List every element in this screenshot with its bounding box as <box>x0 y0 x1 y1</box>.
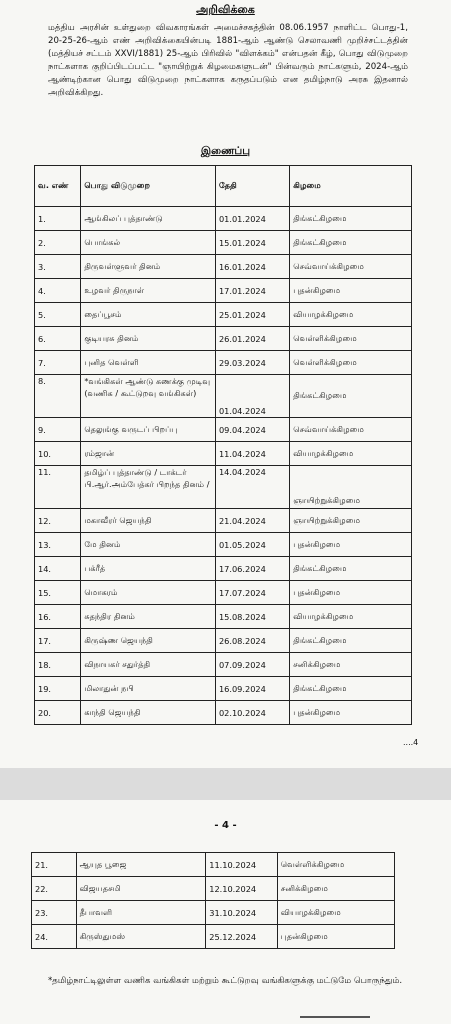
table-row <box>35 677 412 701</box>
table-row <box>35 442 412 466</box>
row-date: 17.06.2024 <box>215 557 289 581</box>
row-no: 5. <box>35 303 81 327</box>
table-row <box>35 581 412 605</box>
row-date: 16.09.2024 <box>215 677 289 701</box>
row-holiday: உழவர் திருநாள் <box>81 279 216 303</box>
row-holiday: தீபாவளி <box>76 901 206 925</box>
row-day: திங்கட்கிழமை <box>290 629 412 653</box>
row-day: வெள்ளிக்கிழமை <box>277 853 394 877</box>
row-date: 16.01.2024 <box>215 255 289 279</box>
row-date: 15.01.2024 <box>215 231 289 255</box>
table-row <box>35 605 412 629</box>
row-date: 09.04.2024 <box>215 418 289 442</box>
row-no: 22. <box>32 877 77 901</box>
row-holiday: பொங்கல் <box>81 231 216 255</box>
table-row <box>32 901 395 925</box>
row-day: புதன்கிழமை <box>290 701 412 725</box>
holiday-table-continued <box>31 852 395 949</box>
row-day: வியாழக்கிழமை <box>290 303 412 327</box>
row-no: 18. <box>35 653 81 677</box>
row-day: புதன்கிழமை <box>290 533 412 557</box>
row-no: 15. <box>35 581 81 605</box>
row-no: 1. <box>35 207 81 231</box>
table-row <box>35 418 412 442</box>
row-date: 11.04.2024 <box>215 442 289 466</box>
row-date: 01.05.2024 <box>215 533 289 557</box>
row-holiday: திருவள்ளுவர் தினம் <box>81 255 216 279</box>
row-day: திங்கட்கிழமை <box>290 231 412 255</box>
header-holiday: பொது விடுமுறை <box>81 166 216 207</box>
row-day: ஞாயிற்றுக்கிழமை <box>290 466 412 509</box>
row-day: திங்கட்கிழமை <box>290 677 412 701</box>
page-number: - 4 - <box>214 820 237 831</box>
row-no: 21. <box>32 853 77 877</box>
row-day: சனிக்கிழமை <box>277 877 394 901</box>
row-holiday: விஜயதசமி <box>76 877 206 901</box>
row-no: 12. <box>35 509 81 533</box>
table-row <box>35 466 412 509</box>
row-day: வியாழக்கிழமை <box>290 442 412 466</box>
row-holiday: ரம்ஜான் <box>81 442 216 466</box>
row-day: ஞாயிற்றுக்கிழமை <box>290 509 412 533</box>
row-no: 14. <box>35 557 81 581</box>
row-date: 29.03.2024 <box>215 351 289 375</box>
row-date: 14.04.2024 <box>215 466 289 509</box>
row-no: 16. <box>35 605 81 629</box>
row-day: செவ்வாய்க்கிழமை <box>290 255 412 279</box>
row-holiday: விநாயகர் சதுர்த்தி <box>81 653 216 677</box>
row-day: வெள்ளிக்கிழமை <box>290 327 412 351</box>
row-holiday: கிருஷ்ண ஜெயந்தி <box>81 629 216 653</box>
row-no: 2. <box>35 231 81 255</box>
table-row <box>35 351 412 375</box>
row-no: 7. <box>35 351 81 375</box>
continued-page-marker: ....4 <box>403 738 419 747</box>
row-date: 07.09.2024 <box>215 653 289 677</box>
row-no: 3. <box>35 255 81 279</box>
row-holiday: ஆயுத பூஜை <box>76 853 206 877</box>
row-holiday: மிலாதுன் நபி <box>81 677 216 701</box>
table-row <box>35 701 412 725</box>
table-header-row <box>35 166 412 207</box>
row-day: வியாழக்கிழமை <box>277 901 394 925</box>
row-day: சனிக்கிழமை <box>290 653 412 677</box>
row-no: 19. <box>35 677 81 701</box>
row-day: திங்கட்கிழமை <box>290 557 412 581</box>
row-holiday: பக்ரீத் <box>81 557 216 581</box>
table-row <box>35 279 412 303</box>
row-no: 23. <box>32 901 77 925</box>
notification-title: அறிவிக்கை <box>196 3 255 16</box>
signature-mark <box>300 1016 370 1024</box>
row-date: 01.01.2024 <box>215 207 289 231</box>
row-no: 24. <box>32 925 77 949</box>
row-holiday: மகாவீரர் ஜெயந்தி <box>81 509 216 533</box>
table-row <box>35 533 412 557</box>
table-row <box>32 853 395 877</box>
row-date: 31.10.2024 <box>206 901 278 925</box>
header-day: கிழமை <box>290 166 412 207</box>
table-row <box>35 629 412 653</box>
row-holiday: காந்தி ஜெயந்தி <box>81 701 216 725</box>
row-date: 01.04.2024 <box>215 375 289 418</box>
notification-intro: மத்திய அரசின் உள்துறை விவகாரங்கள் அமைச்சகத்தின் 08.06.1957 நாளிட்ட பொது-1, 20-25-26-ஆம் எண் அறிவிக்கையின்படி 1881-ஆம் ஆண்டு செலாவணி முறிச்சட்டத்தின் (மத்தியச் சட்டம் XXVI/1881) 25-ஆம் பிரிவில் "விளக்கம்" என்பதன் கீழ், பொது விடுமுறை நாட்களாக குறிப்பிடப்பட்ட "ஞாயிற்றுக் கிழமைகளுடன்" பின்வரும் நாட்களும், 2024-ஆம் ஆண்டிற்கான பொது விடுமுறை நாட்களாக கருதப்படும் என தமிழ்நாடு அரசு இதனால் அறிவிக்கிறது. <box>48 23 408 98</box>
row-holiday: மே தினம் <box>81 533 216 557</box>
row-day: திங்கட்கிழமை <box>290 207 412 231</box>
row-date: 15.08.2024 <box>215 605 289 629</box>
row-no: 8. <box>35 375 81 418</box>
row-date: 21.04.2024 <box>215 509 289 533</box>
header-serial-no: வ. எண் <box>35 166 81 207</box>
row-no: 4. <box>35 279 81 303</box>
row-holiday: தமிழ்ப் புத்தாண்டு / டாக்டர் பி.ஆர்.அம்பேத்கர் பிறந்த தினம் / <box>81 466 216 509</box>
row-no: 11. <box>35 466 81 509</box>
table-row <box>32 925 395 949</box>
table-row <box>35 255 412 279</box>
row-holiday: சுதந்திர தினம் <box>81 605 216 629</box>
row-date: 17.01.2024 <box>215 279 289 303</box>
table-row <box>35 557 412 581</box>
row-no: 13. <box>35 533 81 557</box>
row-date: 25.12.2024 <box>206 925 278 949</box>
table-row <box>35 653 412 677</box>
row-date: 17.07.2024 <box>215 581 289 605</box>
table-row <box>35 303 412 327</box>
footnote: *தமிழ்நாட்டிலுள்ள வணிக வங்கிகள் மற்றும் கூட்டுறவு வங்கிகளுக்கு மட்டுமே பொருந்தும். <box>48 976 403 986</box>
row-no: 17. <box>35 629 81 653</box>
row-day: திங்கட்கிழமை <box>290 375 412 418</box>
row-no: 20. <box>35 701 81 725</box>
annexure-title: இணைப்பு <box>200 145 251 157</box>
row-holiday: குடியரசு தினம் <box>81 327 216 351</box>
table-row <box>35 509 412 533</box>
row-date: 11.10.2024 <box>206 853 278 877</box>
row-holiday: கிருஸ்துமஸ் <box>76 925 206 949</box>
row-date: 26.08.2024 <box>215 629 289 653</box>
row-day: வெள்ளிக்கிழமை <box>290 351 412 375</box>
row-holiday: *வங்கிகள் ஆண்டு கணக்கு முடிவு (வணிக / கூட்டுறவு வங்கிகள்) <box>81 375 216 418</box>
row-no: 6. <box>35 327 81 351</box>
row-date: 12.10.2024 <box>206 877 278 901</box>
row-date: 02.10.2024 <box>215 701 289 725</box>
holiday-table <box>34 165 412 725</box>
row-day: புதன்கிழமை <box>277 925 394 949</box>
header-date: தேதி <box>215 166 289 207</box>
row-holiday: தைப்பூசம் <box>81 303 216 327</box>
table-row <box>32 877 395 901</box>
row-no: 9. <box>35 418 81 442</box>
row-date: 26.01.2024 <box>215 327 289 351</box>
document-page-2 <box>0 800 451 1024</box>
row-day: செவ்வாய்க்கிழமை <box>290 418 412 442</box>
table-row <box>35 375 412 418</box>
row-holiday: மொகரம் <box>81 581 216 605</box>
row-holiday: ஆங்கிலப் புத்தாண்டு <box>81 207 216 231</box>
row-holiday: புனித வெள்ளி <box>81 351 216 375</box>
row-no: 10. <box>35 442 81 466</box>
row-day: புதன்கிழமை <box>290 279 412 303</box>
table-row <box>35 207 412 231</box>
row-date: 25.01.2024 <box>215 303 289 327</box>
row-day: புதன்கிழமை <box>290 581 412 605</box>
row-day: வியாழக்கிழமை <box>290 605 412 629</box>
row-holiday: தெலுங்கு வருடப் பிறப்பு <box>81 418 216 442</box>
table-row <box>35 231 412 255</box>
table-row <box>35 327 412 351</box>
